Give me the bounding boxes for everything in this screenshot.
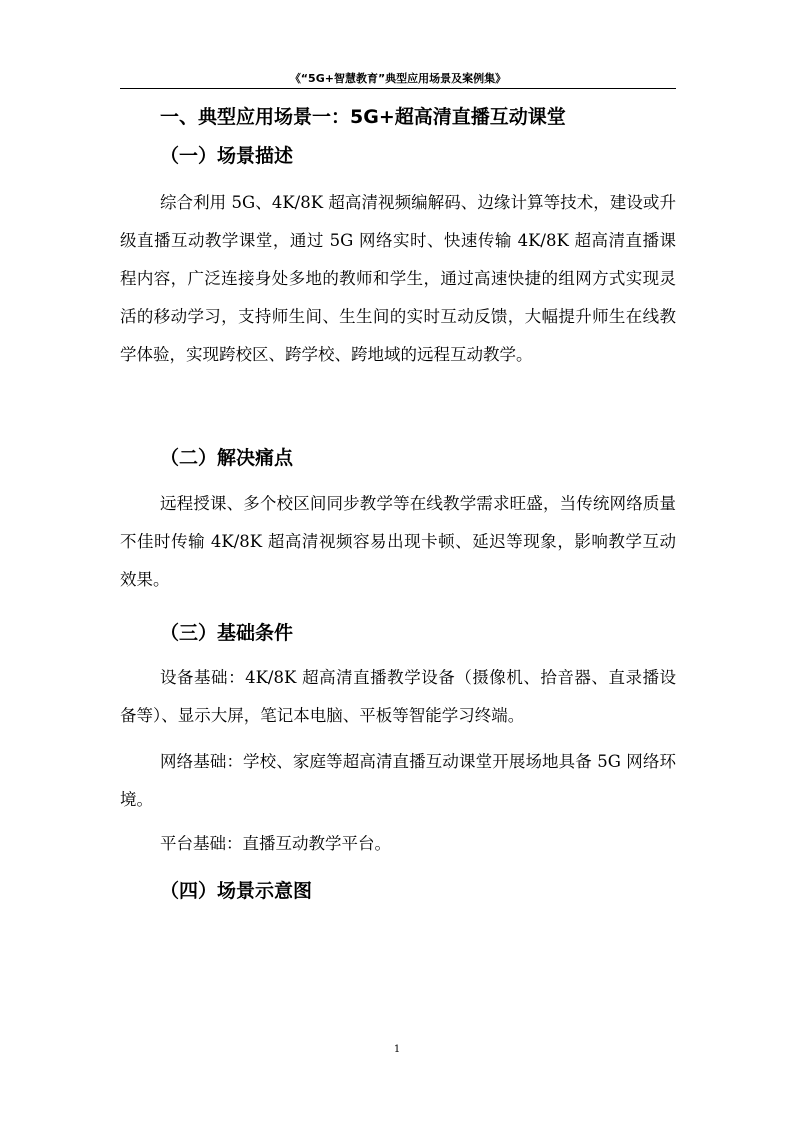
paragraph-network-basis: 网络基础：学校、家庭等超高清直播互动课堂开展场地具备 5G 网络环境。 bbox=[120, 752, 676, 809]
header-divider bbox=[120, 88, 676, 89]
section-heading-scene-description: （一）场景描述 bbox=[160, 145, 294, 167]
paragraph-equipment-basis: 设备基础：4K/8K 超高清直播教学设备（摄像机、拾音器、直录播设备等）、显示大屏，笔记本电脑、平板等智能学习终端。 bbox=[120, 668, 676, 725]
paragraph-pain-points: 远程授课、多个校区间同步教学等在线教学需求旺盛，当传统网络质量不佳时传输 4K/8K 超高清视频容易出现卡顿、延迟等现象，影响教学互动效果。 bbox=[120, 494, 676, 589]
running-header: 《“5G+智慧教育”典型应用场景及案例集》 bbox=[289, 72, 507, 85]
section-heading-scene-diagram: （四）场景示意图 bbox=[160, 880, 313, 902]
section-heading-pain-points: （二）解决痛点 bbox=[160, 447, 294, 469]
page-number: 1 bbox=[393, 1044, 401, 1055]
paragraph-platform-basis: 平台基础：直播互动教学平台。 bbox=[160, 834, 391, 853]
document-title: 一、典型应用场景一：5G+超高清直播互动课堂 bbox=[160, 106, 566, 128]
section-heading-basic-conditions: （三）基础条件 bbox=[160, 622, 294, 644]
paragraph-scene-description: 综合利用 5G、4K/8K 超高清视频编解码、边缘计算等技术，建设或升级直播互动教学课堂，通过 5G 网络实时、快速传输 4K/8K 超高清直播课程内容，广泛连接身处多地的教师和学生，通过高速快捷的组网方式实现灵活的移动学习，支持师生间、生生间的实时互动反馈，大幅提升师生在线教学体验，实现跨校区、跨学校、跨地域的远程互动教学。 bbox=[120, 193, 676, 364]
